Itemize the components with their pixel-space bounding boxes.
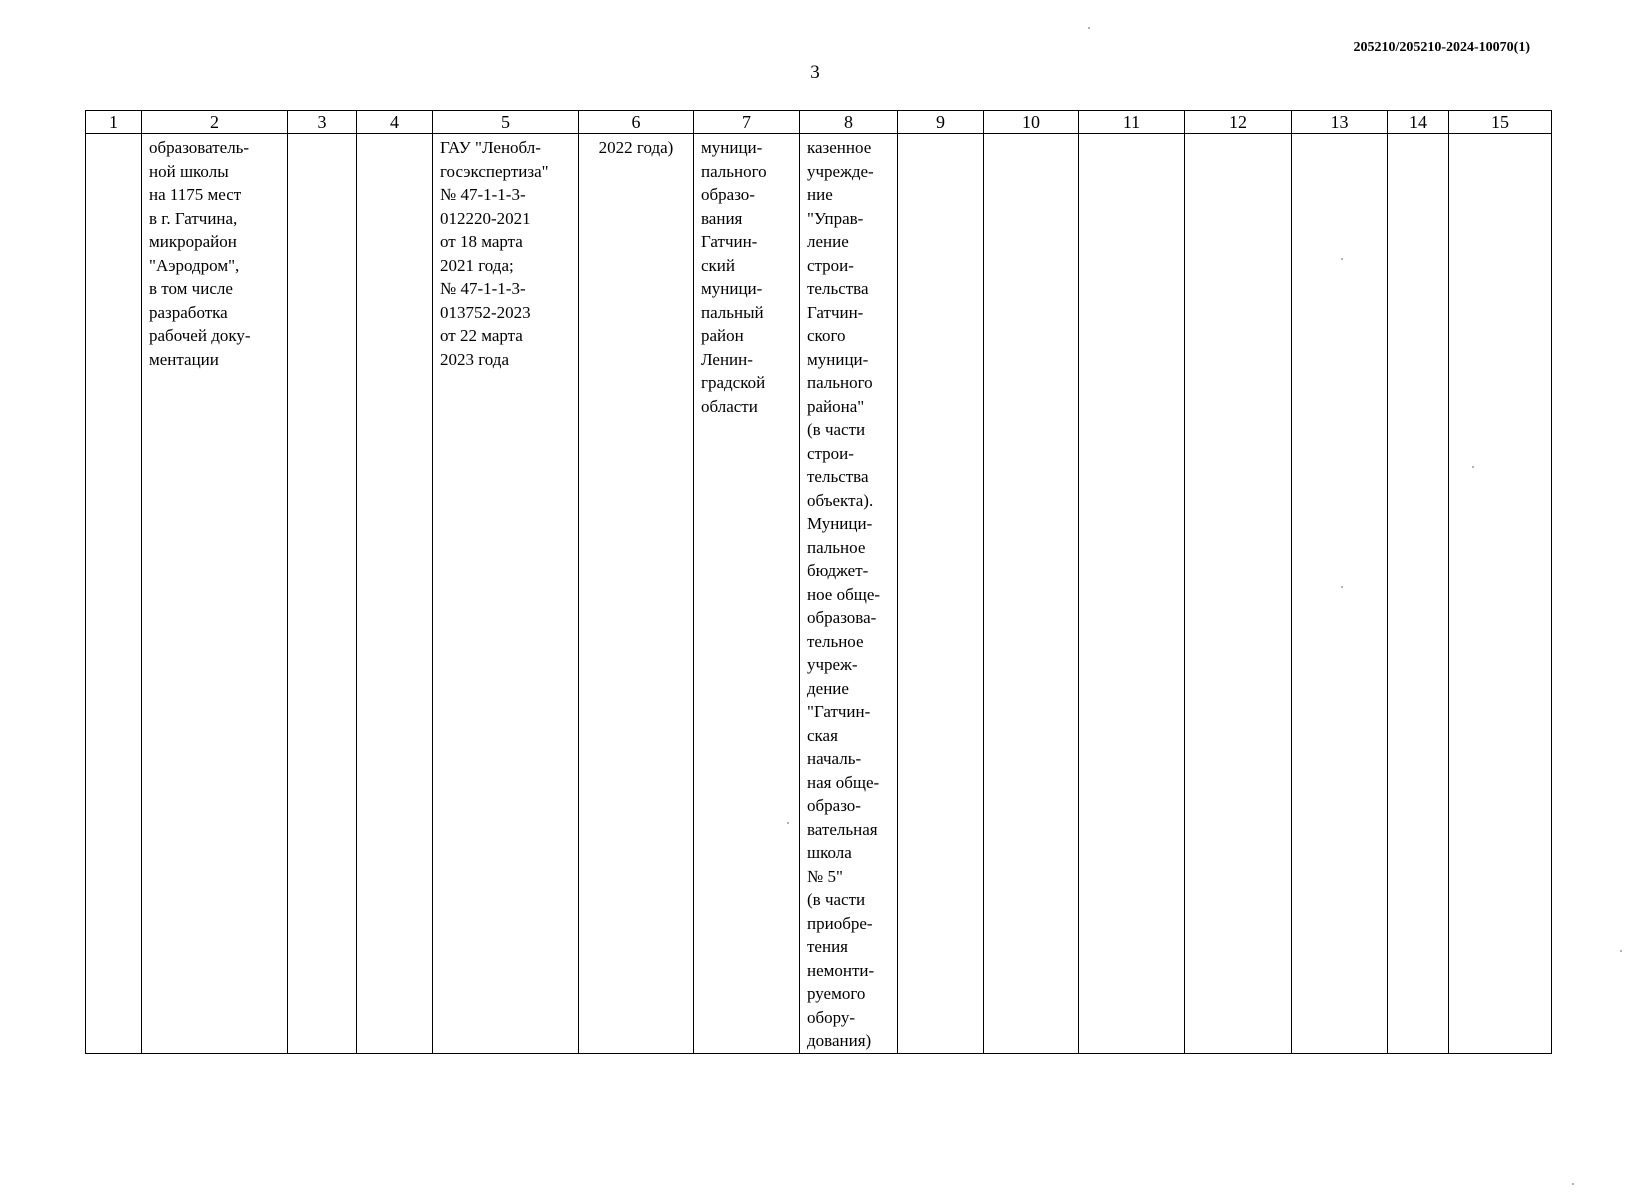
column-number-row <box>86 111 1552 134</box>
cell-text-3 <box>288 134 356 136</box>
cell-text-6: 2022 года) <box>598 138 674 157</box>
column-header-8: 8 <box>800 111 898 134</box>
column-header-1: 1 <box>86 111 142 134</box>
cell-col-14 <box>1388 134 1449 1054</box>
cell-text-9 <box>898 134 983 136</box>
cell-col-15 <box>1449 134 1552 1054</box>
column-header-12: 12 <box>1185 111 1292 134</box>
cell-col-10 <box>984 134 1079 1054</box>
cell-col-6 <box>579 134 694 1054</box>
cell-text-14 <box>1388 134 1448 136</box>
cell-customer <box>800 134 898 1054</box>
column-header-10: 10 <box>984 111 1079 134</box>
document-id: 205210/205210-2024-10070(1) <box>1353 40 1530 55</box>
scan-speck <box>1620 950 1622 952</box>
scan-speck <box>787 822 789 824</box>
table-row <box>86 134 1552 1054</box>
cell-text-10 <box>984 134 1078 136</box>
column-header-2: 2 <box>142 111 288 134</box>
column-header-4: 4 <box>357 111 433 134</box>
column-header-5: 5 <box>433 111 579 134</box>
cell-col-3 <box>288 134 357 1054</box>
scan-speck <box>1088 27 1090 29</box>
column-header-3: 3 <box>288 111 357 134</box>
cell-text-5: ГАУ "Ленобл- госэкспертиза" № 47-1-1-3- 012220-2021 от 18 марта 2021 года; № 47-1-1-3- 013752-2023 от 22 марта 2023 года <box>440 138 549 369</box>
column-header-7: 7 <box>694 111 800 134</box>
cell-text-7: муници- пального образо- вания Гатчин- ский муници- пальный район Ленин- градской области <box>701 138 767 416</box>
column-header-15: 15 <box>1449 111 1552 134</box>
cell-text-11 <box>1079 134 1184 136</box>
cell-col-1 <box>86 134 142 1054</box>
cell-col-11 <box>1079 134 1185 1054</box>
cell-col-9 <box>898 134 984 1054</box>
cell-text-4 <box>357 134 432 136</box>
page-number: 3 <box>810 62 820 83</box>
cell-col-4 <box>357 134 433 1054</box>
cell-municipality <box>694 134 800 1054</box>
column-header-11: 11 <box>1079 111 1185 134</box>
cell-text-1 <box>86 134 141 136</box>
cell-text-12 <box>1185 134 1291 136</box>
scan-speck <box>1572 1183 1574 1185</box>
scan-speck <box>1341 258 1343 260</box>
column-header-6: 6 <box>579 111 694 134</box>
cell-col-12 <box>1185 134 1292 1054</box>
cell-text-8: казенное учрежде- ние "Управ- ление строи- тельства Гатчин- ского муници- пального района" (в части строи- тельства объекта). Муници- пальное бюджет- ное обще- образова- тельное учреж- дение "Гатчин- ская началь- ная обще- образо- вательная школа № 5" (в части приобре- тения немонти- руемого обору- дования) <box>807 138 881 1050</box>
cell-col-13 <box>1292 134 1388 1054</box>
cell-object-name <box>142 134 288 1054</box>
scan-speck <box>1341 586 1343 588</box>
data-table <box>85 110 1552 1054</box>
cell-text-2: образователь- ной школы на 1175 мест в г. Гатчина, микрорайон "Аэродром", в том числе разработка рабочей доку- ментации <box>149 138 251 369</box>
cell-expertise <box>433 134 579 1054</box>
cell-text-15 <box>1449 134 1551 136</box>
cell-text-13 <box>1292 134 1387 136</box>
scan-speck <box>1472 466 1474 468</box>
column-header-13: 13 <box>1292 111 1388 134</box>
column-header-9: 9 <box>898 111 984 134</box>
column-header-14: 14 <box>1388 111 1449 134</box>
